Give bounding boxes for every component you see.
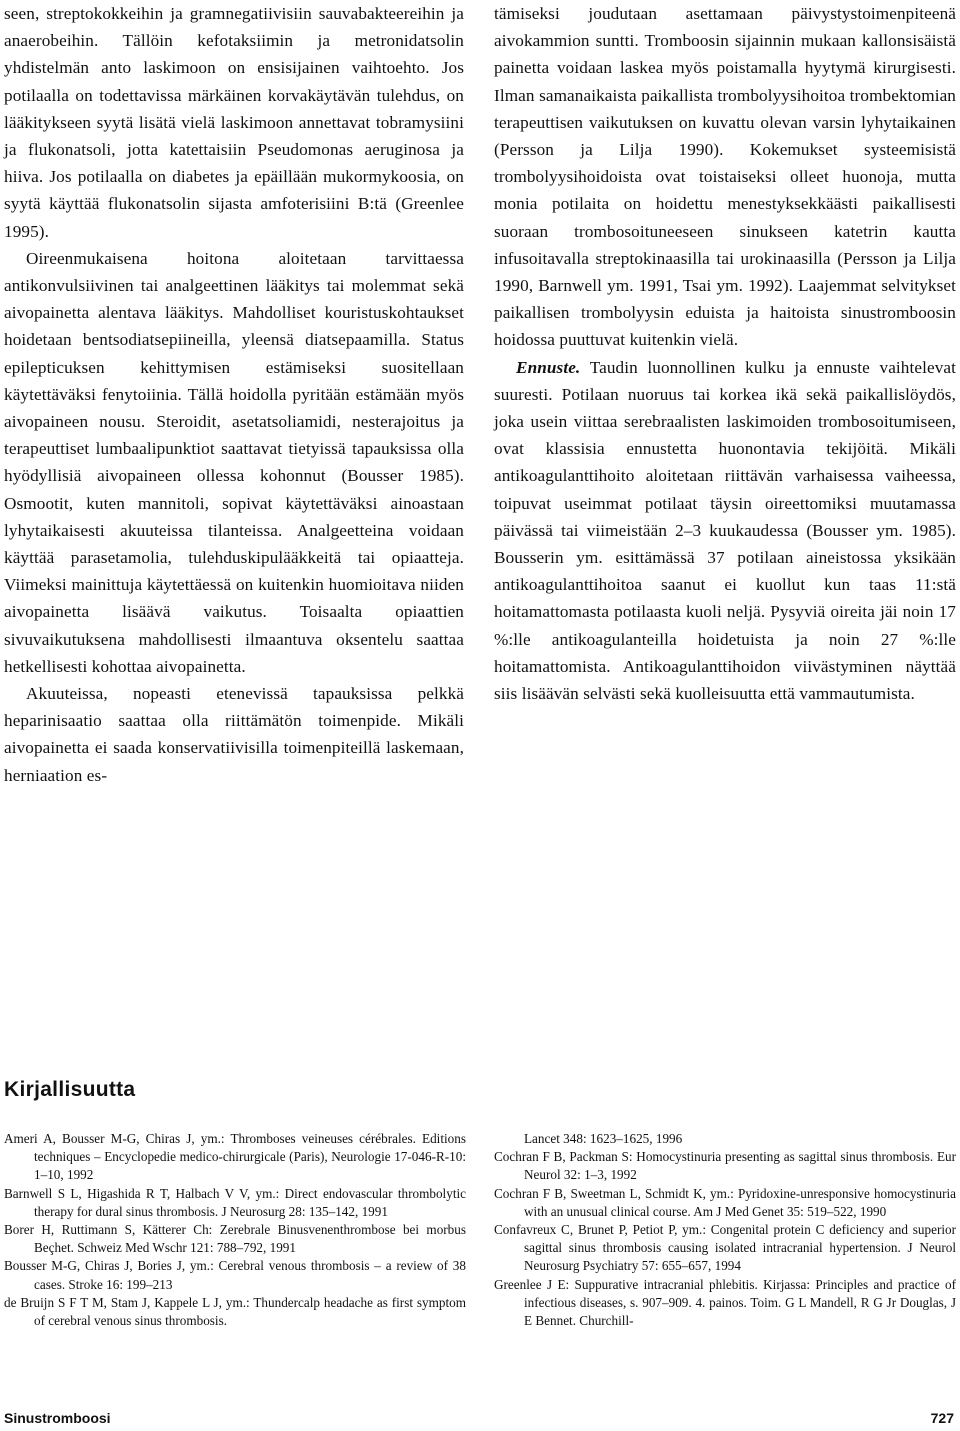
paragraph-text: Taudin luonnollinen kulku ja ennuste vaihtelevat suuresti. Potilaan nuoruus tai korkea ikä sekä paikallislöydös, joka usein viittaa serebraalisten laskimoiden trombosoitumiseen, ovat klassisia ennustetta huonontavia tekijöitä. Mikäli antikoagulanttihoito aloitetaan riittävän varhaisessa vaiheessa, toipuvat useimmat potilaat täysin oireettomiksi muutamassa päivässä tai viimeistään 2–3 kuukaudessa (Bousser ym. 1985). Bousserin ym. esittämässä 37 potilaan aineistossa yksikään antikoagulanttihoitoa saanut ei kuollut kun taas 11:stä hoitamattomasta potilaasta kuoli neljä. Pysyviä oireita jäi noin 17 %:lle antikoagulanteilla hoidetuista ja noin 27 %:lle hoitamattomista. Antikoagulanttihoidon viivästyminen näyttää siis lisäävän selvästi sekä kuolleisuutta että vammautumista. <box>494 357 957 704</box>
reference-item: Ameri A, Bousser M-G, Chiras J, ym.: Thromboses veineuses cérébrales. Editions techniques – Encyclopedie medico-chirurgicale (Paris), Neurologie 17-046-R-10: 1–10, 1992 <box>4 1131 466 1183</box>
body-paragraph-prognosis <box>494 354 956 708</box>
page-number: 727 <box>930 1410 954 1426</box>
reference-item: Borer H, Ruttimann S, Kätterer Ch: Zerebrale Binusvenenthrombose bei morbus Beçhet. Schweiz Med Wschr 121: 788–792, 1991 <box>4 1222 466 1256</box>
body-paragraph: Akuuteissa, nopeasti etenevissä tapauksissa pelkkä heparinisaatio saattaa olla riittämätön toimenpide. Mikäli aivopainetta ei saada konservatiivisilla toimenpiteillä laskemaan, herniaation es- <box>4 684 464 785</box>
reference-item: de Bruijn S F T M, Stam J, Kappele L J, ym.: Thundercalp headache as first symptom of cerebral venous sinus thrombosis. <box>4 1294 466 1329</box>
reference-item: Greenlee J E: Suppurative intracranial phlebitis. Kirjassa: Principles and practice of infectious diseases, s. 907–909. 4. painos. Toim. G L Mandell, R G Jr Douglas, J E Bennet. Churchill- <box>494 1276 956 1329</box>
running-title: Sinustromboosi <box>4 1410 111 1426</box>
reference-item-continuation: Lancet 348: 1623–1625, 1996 <box>524 1131 683 1146</box>
reference-item: Cochran F B, Sweetman L, Schmidt K, ym.: Pyridoxine-unresponsive homocystinuria with an unusual clinical course. Am J Med Genet 35: 519–522, 1990 <box>494 1185 956 1219</box>
reference-item: Bousser M-G, Chiras J, Bories J, ym.: Cerebral venous thrombosis – a review of 38 cases. Stroke 16: 199–213 <box>4 1258 466 1292</box>
body-column-left <box>4 0 464 789</box>
reference-item: Confavreux C, Brunet P, Petiot P, ym.: Congenital protein C deficiency and superior sagittal sinus thrombosis causing isolated intracranial hypertension. J Neurol Neurosurg Psychiatry 57: 655–657, 1994 <box>494 1222 956 1274</box>
references-heading: Kirjallisuutta <box>4 1078 136 1101</box>
reference-item: Barnwell S L, Higashida R T, Halbach V V, ym.: Direct endovascular thrombolytic therapy for dural sinus thrombosis. J Neurosurg 28: 135–142, 1991 <box>4 1185 466 1219</box>
body-paragraph: seen, streptokokkeihin ja gramnegatiivisiin sauvabakteereihin ja anaerobeihin. Tällöin kefotaksiimin ja metronidatsolin yhdistelmän anto laskimoon on ensisijainen vaihtoehto. Jos potilaalla on todettavissa märkäinen korvakäytävän tulehdus, on lääkitykseen syytä lisätä vielä laskimoon annettavat tobramysiini ja flukonatsoli, jotta katettaisiin Pseudomonas aeruginosa ja hiiva. Jos potilaalla on diabetes ja epäillään mukormykoosia, on syytä käyttää flukonatsolin sijasta amfoterisiini B:tä (Greenlee 1995). <box>4 4 464 241</box>
reference-item: Cochran F B, Packman S: Homocystinuria presenting as sagittal sinus thrombosis. Eur Neurol 32: 1–3, 1992 <box>494 1149 956 1183</box>
body-paragraph: Oireenmukaisena hoitona aloitetaan tarvittaessa antikonvulsiivinen tai analgeettinen lääkitys tai molemmat sekä aivopainetta alentava lääkitys. Mahdolliset kouristuskohtaukset hoidetaan bentsodiatsepiineilla, yleensä diatsepaamilla. Status epilepticuksen kehittymisen estämiseksi suositellaan käytettäväksi fenytoiinia. Tällä hoidolla pyritään estämään myös aivopaineen nousu. Steroidit, asetatsoliamidi, nesterajoitus ja terapeuttiset lumbaalipunktiot saattavat tietyissä tapauksissa olla hyödyllisiä aivopaineen ollessa kohonnut (Bousser 1985). Osmootit, kuten mannitoli, sopivat käytettäväksi ainoastaan lyhytaikaisesti akuuteissa tilanteissa. Analgeetteina voidaan käyttää parasetamolia, tulehduskipulääkkeitä tai opiaatteja. Viimeksi mainittuja käytettäessä on kuitenkin huomioitava niiden aivopainetta lisäävä vaikutus. Toisaalta opiaattien sivuvaikutuksena mahdollisesti ilmaantuva oksentelu saattaa hetkellisesti kohottaa aivopainetta. <box>4 248 464 676</box>
run-in-heading: Ennuste. <box>516 357 581 377</box>
body-column-right <box>494 0 956 707</box>
reference-list-left <box>4 1130 466 1330</box>
reference-list-right <box>494 1130 956 1330</box>
body-paragraph: tämiseksi joudutaan asettamaan päivystystoimenpiteenä aivokammion suntti. Tromboosin sijainnin mukaan kallonsisäistä painetta voidaan laskea myös poistamalla hyytymä kirurgisesti. Ilman samanaikaista paikallista trombolyysihoitoa trombektomian terapeuttisen vaikutuksen on kuvattu olevan varsin lyhytaikainen (Persson ja Lilja 1990). Kokemukset systeemisistä trombolyysihoidoista ovat toistaiseksi olleet huonoja, mutta monia potilaita on hoidettu menestyksekkäästi paikallisesti suoraan trombosoituneeseen sinukseen katetrin kautta infusoitavalla streptokinaasilla tai urokinaasilla (Persson ja Lilja 1990, Barnwell ym. 1991, Tsai ym. 1992). Laajemmat selvitykset paikallisen trombolyysin eduista ja haitoista sinustromboosin hoidossa puuttuvat kuitenkin vielä. <box>494 4 956 350</box>
